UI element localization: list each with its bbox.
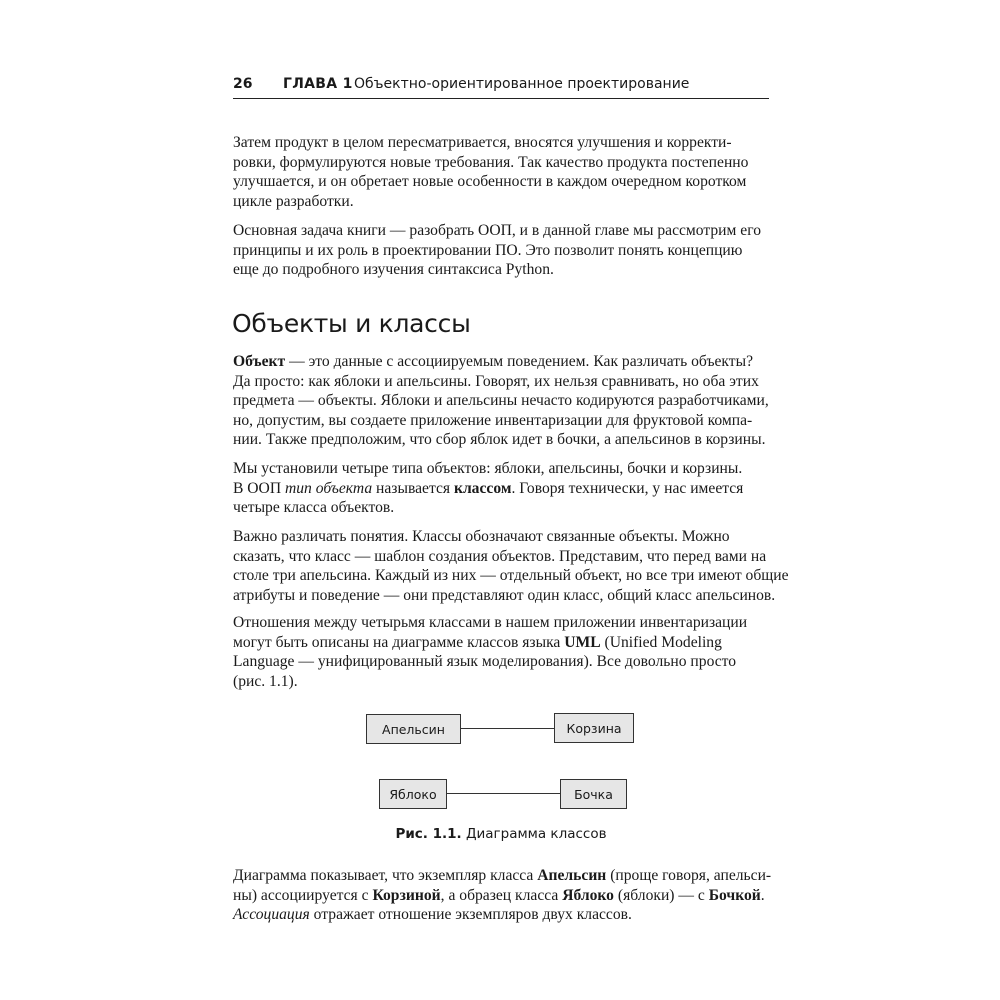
term-object: Объект (233, 353, 286, 370)
chapter-title: Объектно-ориентированное проектирование (354, 76, 690, 92)
section-heading: Объекты и классы (232, 309, 471, 338)
class-box-orange: Апельсин (366, 714, 461, 744)
page-number: 26 (233, 76, 253, 92)
section-paragraph-2: Мы установили четыре типа объектов: яблоки, апельсины, бочки и корзины. В ООП тип объекта называется классом. Говоря технически, у нас имеется четыре класса объектов. (233, 460, 744, 517)
term-basket: Корзиной (372, 886, 441, 904)
chapter-label: ГЛАВА 1 (283, 76, 353, 92)
term-uml: UML (564, 633, 601, 651)
intro-paragraph-2: Основная задача книги — разобрать ООП, и в данной главе мы рассмотрим его принципы и их роль в проектировании ПО. Это позволит понять концепцию еще до подробного изучения синтаксиса Python. (233, 222, 762, 279)
term-orange: Апельсин (537, 867, 607, 884)
figure-caption-text: Диаграмма классов (461, 826, 607, 842)
section-paragraph-3: Важно различать понятия. Классы обозначают связанные объекты. Можно сказать, что класс — шаблон создания объектов. Представим, что перед вами на столе три апельсина. Каждый из них — отдельный объект, но все три имеют общие атрибуты и поведение — они представляют один класс, общий класс апельсинов. (233, 528, 789, 604)
association-line-orange-basket (461, 728, 554, 729)
class-box-barrel: Бочка (560, 779, 627, 809)
association-line-apple-barrel (447, 793, 560, 794)
figure-caption (233, 826, 769, 842)
term-barrel: Бочкой (708, 886, 761, 904)
uml-class-diagram (360, 708, 650, 813)
intro-paragraph-1: Затем продукт в целом пересматривается, вносятся улучшения и корректи- ровки, формулируются новые требования. Так качество продукта постепенно улучшается, и он обретает новые особенности в каждом очередном коротком цикле разработки. (233, 134, 749, 210)
term-class: классом (453, 479, 512, 497)
term-apple: Яблоко (562, 886, 614, 904)
class-box-apple: Яблоко (379, 779, 447, 809)
after-figure-paragraph: Диаграмма показывает, что экземпляр класса Апельсин (проще говоря, апельси- ны) ассоциируется с Корзиной, а образец класса Яблоко (яблоки) — с Бочкой. Ассоциация отражает отношение экземпляров двух классов. (233, 867, 772, 924)
running-header (233, 72, 769, 99)
section-paragraph-1: Объект — это данные с ассоциируемым поведением. Как различать объекты? Да просто: как яблоки и апельсины. Говорят, их нельзя сравнивать, но оба этих предмета — объекты. Яблоки и апельсины нечасто кодируются разработчиками, но, допустим, вы создаете приложение инвентаризации для фруктовой компа- нии. Также предположим, что сбор яблок идет в бочки, а апельсинов в корзины. (233, 353, 769, 449)
figure-caption-label: Рис. 1.1. (395, 826, 462, 842)
section-paragraph-4: Отношения между четырьмя классами в нашем приложении инвентаризации могут быть описаны на диаграмме классов языка UML (Unified Modeling Language — унифицированный язык моделирования). Все довольно просто (рис. 1.1). (233, 614, 748, 690)
class-box-basket: Корзина (554, 713, 634, 743)
term-object-type: тип объекта (284, 479, 373, 497)
term-association: Ассоциация (233, 906, 310, 924)
